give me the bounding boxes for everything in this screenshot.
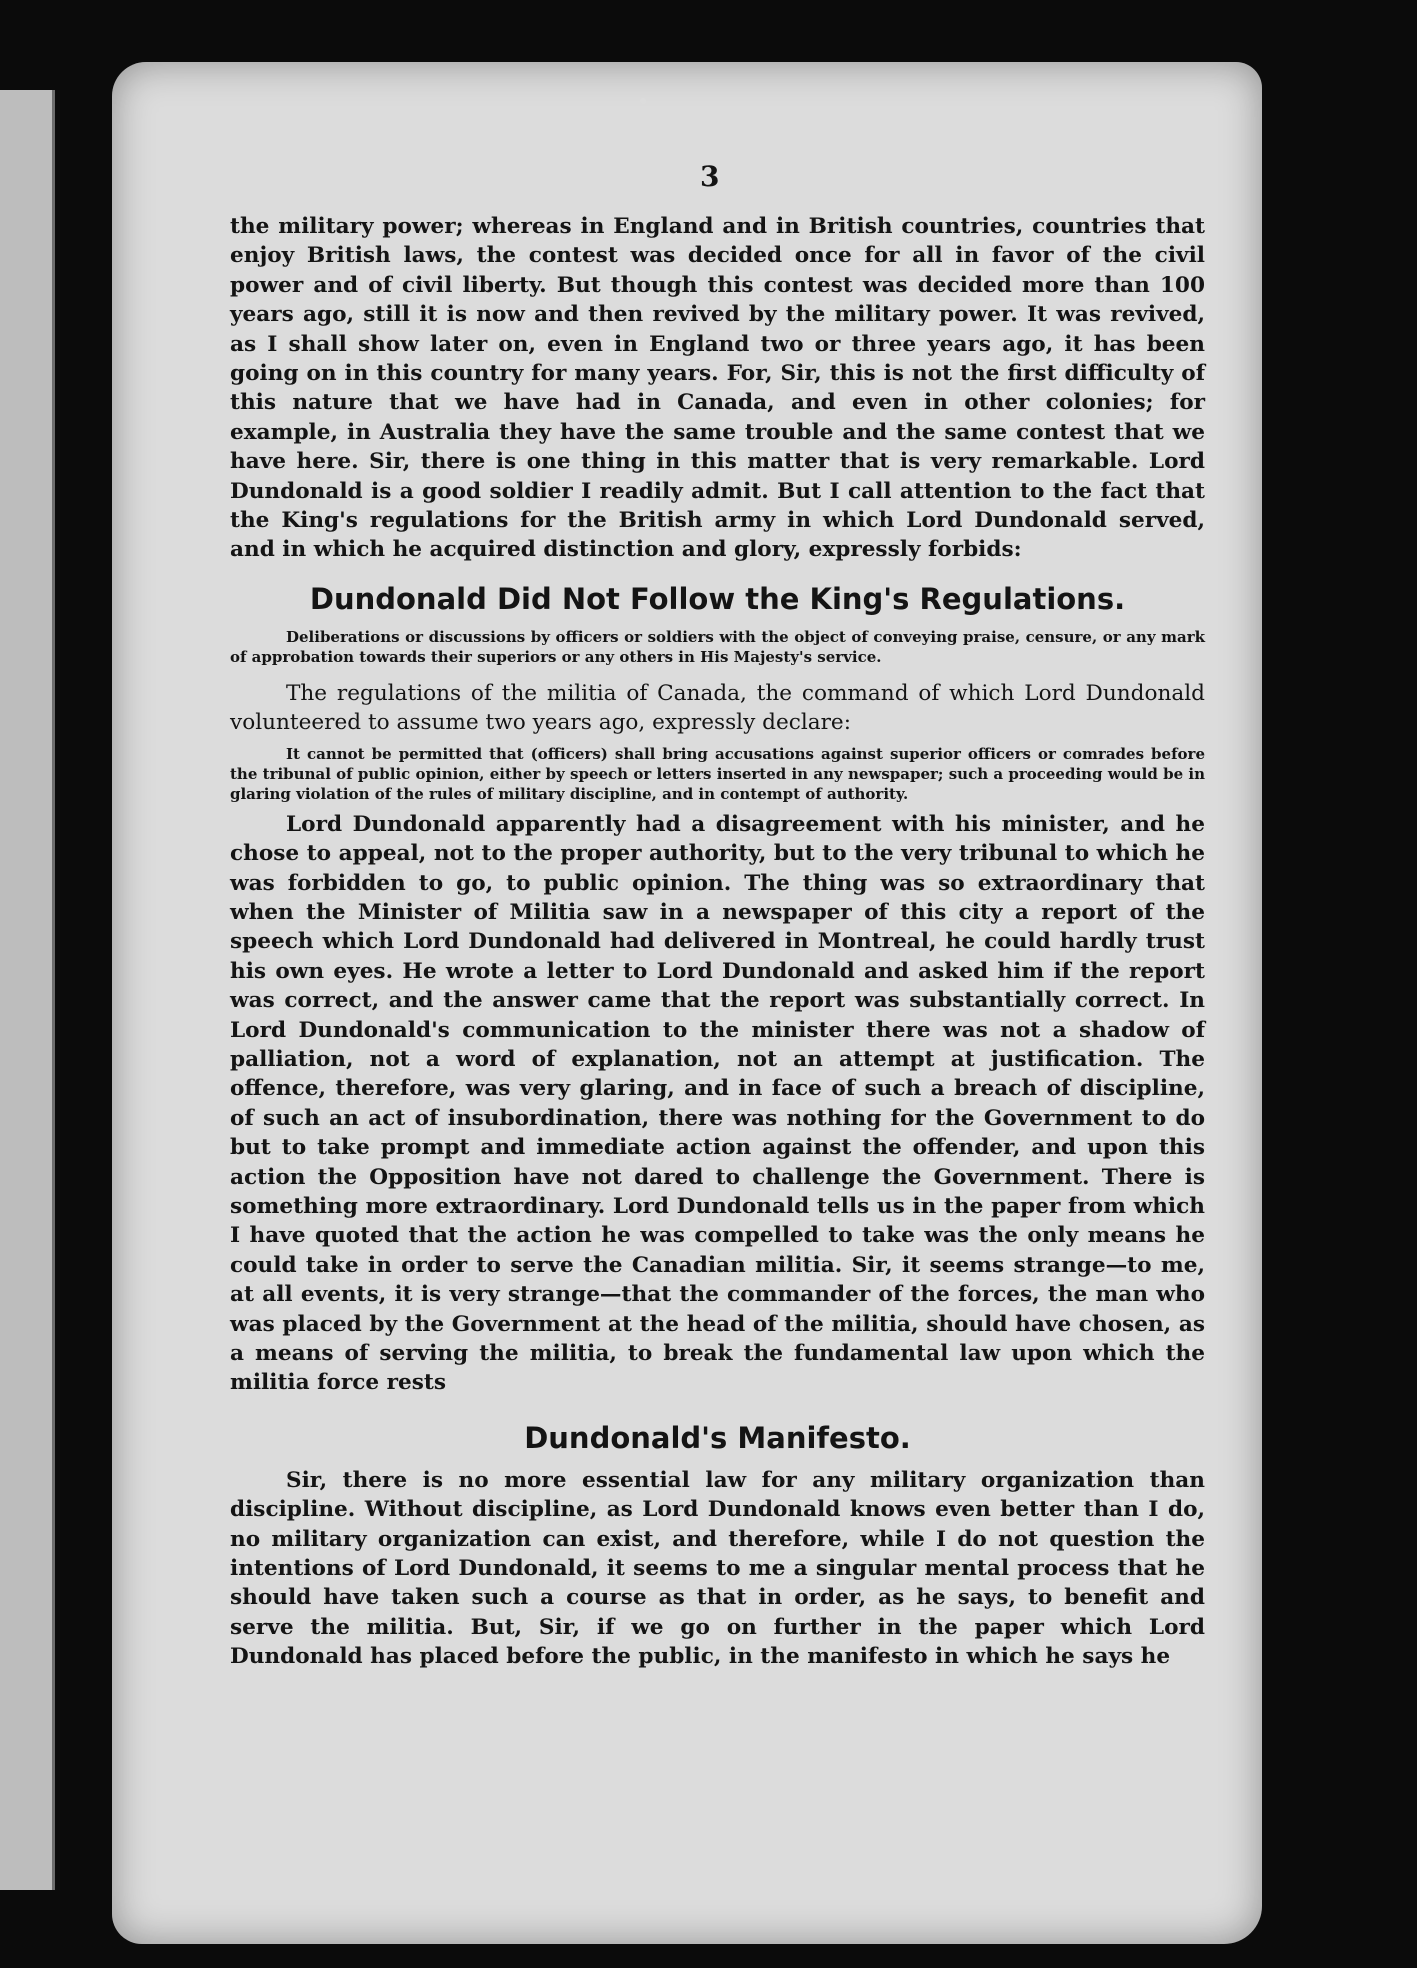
- section-heading-kings-regulations: Dundonald Did Not Follow the King's Regulations.: [309, 581, 1126, 616]
- quoted-regulation-militia: It cannot be permitted that (officers) shall bring accusations against superior officers or comrades before the tribunal of public opinion, either by speech or letters inserted in any newspaper; such a proceeding would be in glaring violation of the rules of military discipline, and in contempt of authority.: [230, 744, 1205, 803]
- militia-regulations-paragraph: The regulations of the militia of Canada, the command of which Lord Dundonald volunteered to assume two years ago, expressly declare:: [230, 680, 1205, 736]
- appeal-paragraph: Lord Dundonald apparently had a disagreement with his minister, and he chose to appeal, not to the proper authority, but to the very tribunal to which he was forbidden to go, to public opinion. The thing was so extraordinary that when the Minister of Militia saw in a newspaper of this city a report of the speech which Lord Dundonald had delivered in Montreal, he could hardly trust his own eyes. He wrote a letter to Lord Dundonald and asked him if the report was correct, and the answer came that the report was substantially correct. In Lord Dundonald's communication to the minister there was not a shadow of palliation, not a word of explanation, not an attempt at justification. The offence, therefore, was very glaring, and in face of such a breach of discipline, of such an act of insubordination, there was nothing for the Government to do but to take prompt and immediate action against the offender, and upon this action the Opposition have not dared to challenge the Government. There is something more extraordinary. Lord Dundonald tells us in the paper from which I have quoted that the action he was compelled to take was the only means he could take in order to serve the Canadian militia. Sir, it seems strange—to me, at all events, it is very strange—that the commander of the forces, the man who was placed by the Government at the head of the militia, should have chosen, as a means of serving the militia, to break the fundamental law upon which the militia force rests: [230, 811, 1205, 1396]
- section-heading-manifesto: Dundonald's Manifesto.: [524, 1420, 911, 1455]
- paper-speck: [1092, 1882, 1098, 1888]
- adjacent-page-edge: [0, 90, 55, 1890]
- page-body: [230, 212, 1205, 1672]
- intro-paragraph: the military power; whereas in England and in British countries, countries that enjoy British laws, the contest was decided once for all in favor of the civil power and of civil liberty. But though this contest was decided more than 100 years ago, still it is now and then revived by the military power. It was revived, as I shall show later on, even in England two or three years ago, it has been going on in this country for many years. For, Sir, this is not the first difficulty of this nature that we have had in Canada, and even in other colonies; for example, in Australia they have the same trouble and the same contest that we have here. Sir, there is one thing in this matter that is very remarkable. Lord Dundonald is a good soldier I readily admit. But I call attention to the fact that the King's regulations for the British army in which Lord Dundonald served, and in which he acquired distinction and glory, expressly forbids:: [230, 214, 1205, 563]
- discipline-paragraph: Sir, there is no more essential law for any military organization than discipline. Without discipline, as Lord Dundonald knows even better than I do, no military organization can exist, and therefore, while I do not question the intentions of Lord Dundonald, it seems to me a singular mental process that he should have taken such a course as that in order, as he says, to benefit and serve the militia. But, Sir, if we go on further in the paper which Lord Dundonald has placed before the public, in the manifesto in which he says he: [230, 1467, 1205, 1670]
- quoted-regulation-kings: Deliberations or discussions by officers or soldiers with the object of conveying praise, censure, or any mark of approbation towards their superiors or any others in His Majesty's service.: [230, 627, 1205, 666]
- page-number: 3: [700, 160, 720, 193]
- paper-speck: [640, 98, 646, 104]
